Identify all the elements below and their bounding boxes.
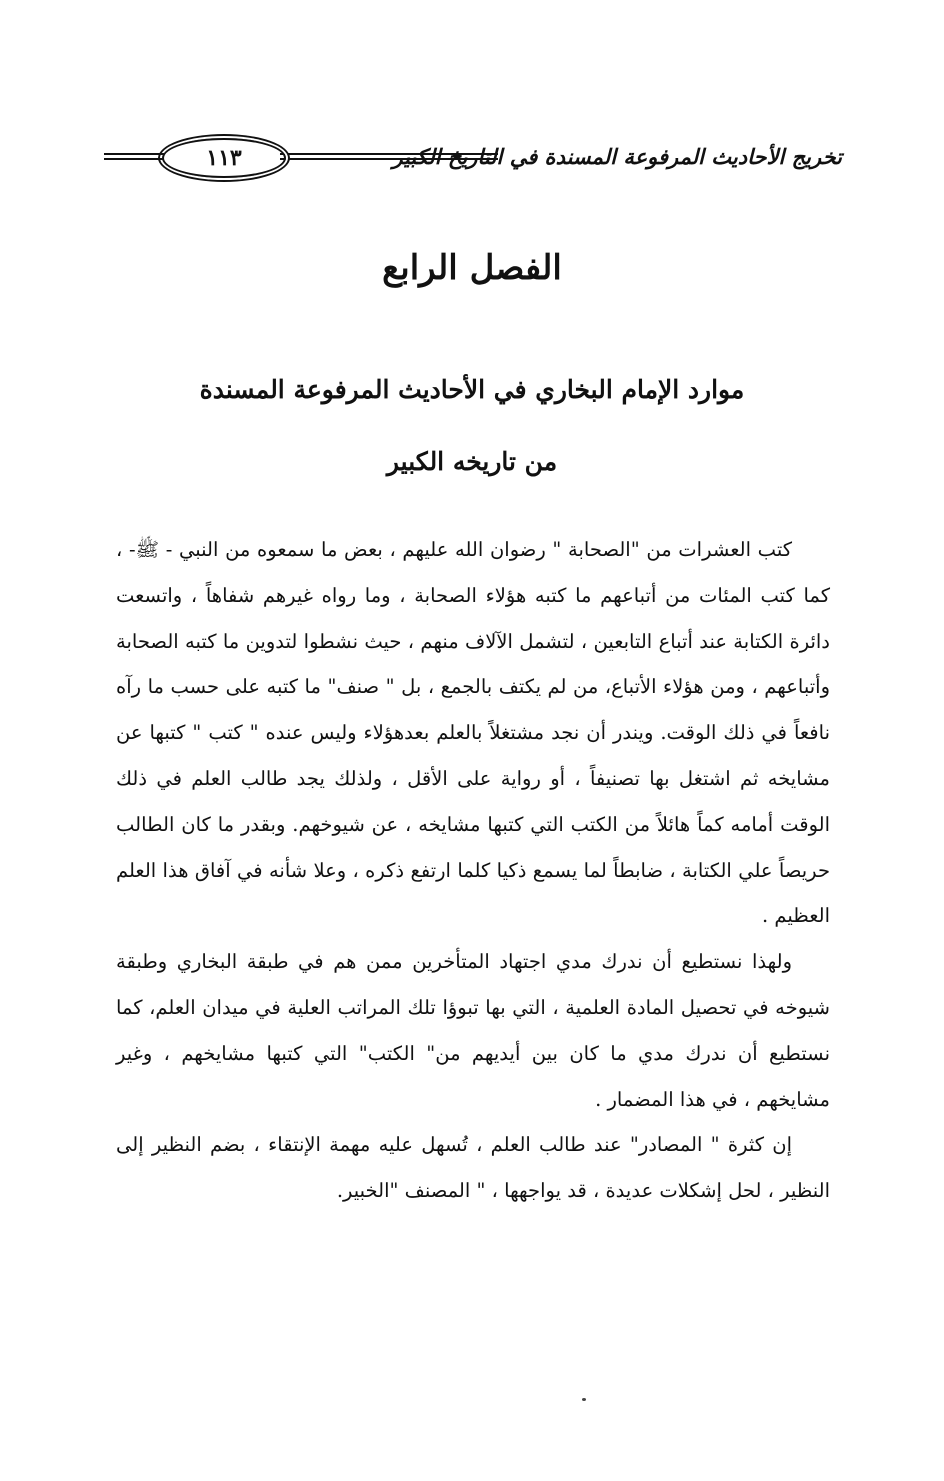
- running-header: [104, 136, 842, 178]
- paragraph: كتب العشرات من "الصحابة " رضوان الله عليهم ، بعض ما سمعوه من النبي - ﷺ- ، كما كتب المئات من أتباعهم ما كتبه هؤلاء الصحابة ، وما رواه غيرهم شفاهاً ، واتسعت دائرة الكتابة عند أتباع التابعين ، لتشمل الآلاف منهم ، حيث نشطوا لتدوين ما كتبه الصحابة وأتباعهم ، ومن هؤلاء الأتباع، من لم يكتف بالجمع ، بل " صنف" ما كتبه على حسب ما رآه نافعاً في ذلك الوقت. ويندر أن نجد مشتغلاً بالعلم بعدهؤلاء وليس عنده " كتب " كتبها عن مشايخه ثم اشتغل بها تصنيفاً ، أو رواية على الأقل ، ولذلك يجد طالب العلم في ذلك الوقت أمامه كماً هائلاً من الكتب التي كتبها مشايخه ، عن شيوخهم. وبقدر ما كان الطالب حريصاً علي الكتابة ، ضابطاً لما يسمع ذكيا كلما ارتفع ذكره ، وعلا شأنه في آفاق هذا العلم العظيم .: [116, 538, 830, 928]
- body-text: [116, 527, 830, 1214]
- section-title-line-1: موارد الإمام البخاري في الأحاديث المرفوعة المسندة: [199, 375, 745, 404]
- paragraph: إن كثرة " المصادر" عند طالب العلم ، تُسهل عليه مهمة الإنتقاء ، بضم النظير إلى النظير ، لحل إشكلات عديدة ، قد يواجهها ، " المصنف "الخبير.: [116, 1133, 830, 1203]
- paragraph: ولهذا نستطيع أن ندرك مدي اجتهاد المتأخرين ممن هم في طبقة البخاري وطبقة شيوخه في تحصيل المادة العلمية ، التي بها تبوؤا تلك المراتب العلية في ميدان العلم، كما نستطيع أن ندرك مدي ما كان بين أيديهم من" الكتب" التي كتبها مشايخهم ، وغير مشايخهم ، في هذا المضمار .: [116, 950, 830, 1111]
- header-title: تخريج الأحاديث المرفوعة المسندة في التاريخ الكبير: [392, 144, 842, 169]
- page-number-frame: [162, 138, 286, 178]
- footer-dot: [582, 1398, 586, 1401]
- chapter-title: الفصل الرابع: [382, 248, 562, 288]
- section-title-line-2: من تاريخه الكبير: [386, 447, 558, 476]
- page-number: ١١٣: [206, 145, 242, 171]
- header-rule-left: [104, 153, 164, 160]
- header-rule-right: [280, 153, 498, 160]
